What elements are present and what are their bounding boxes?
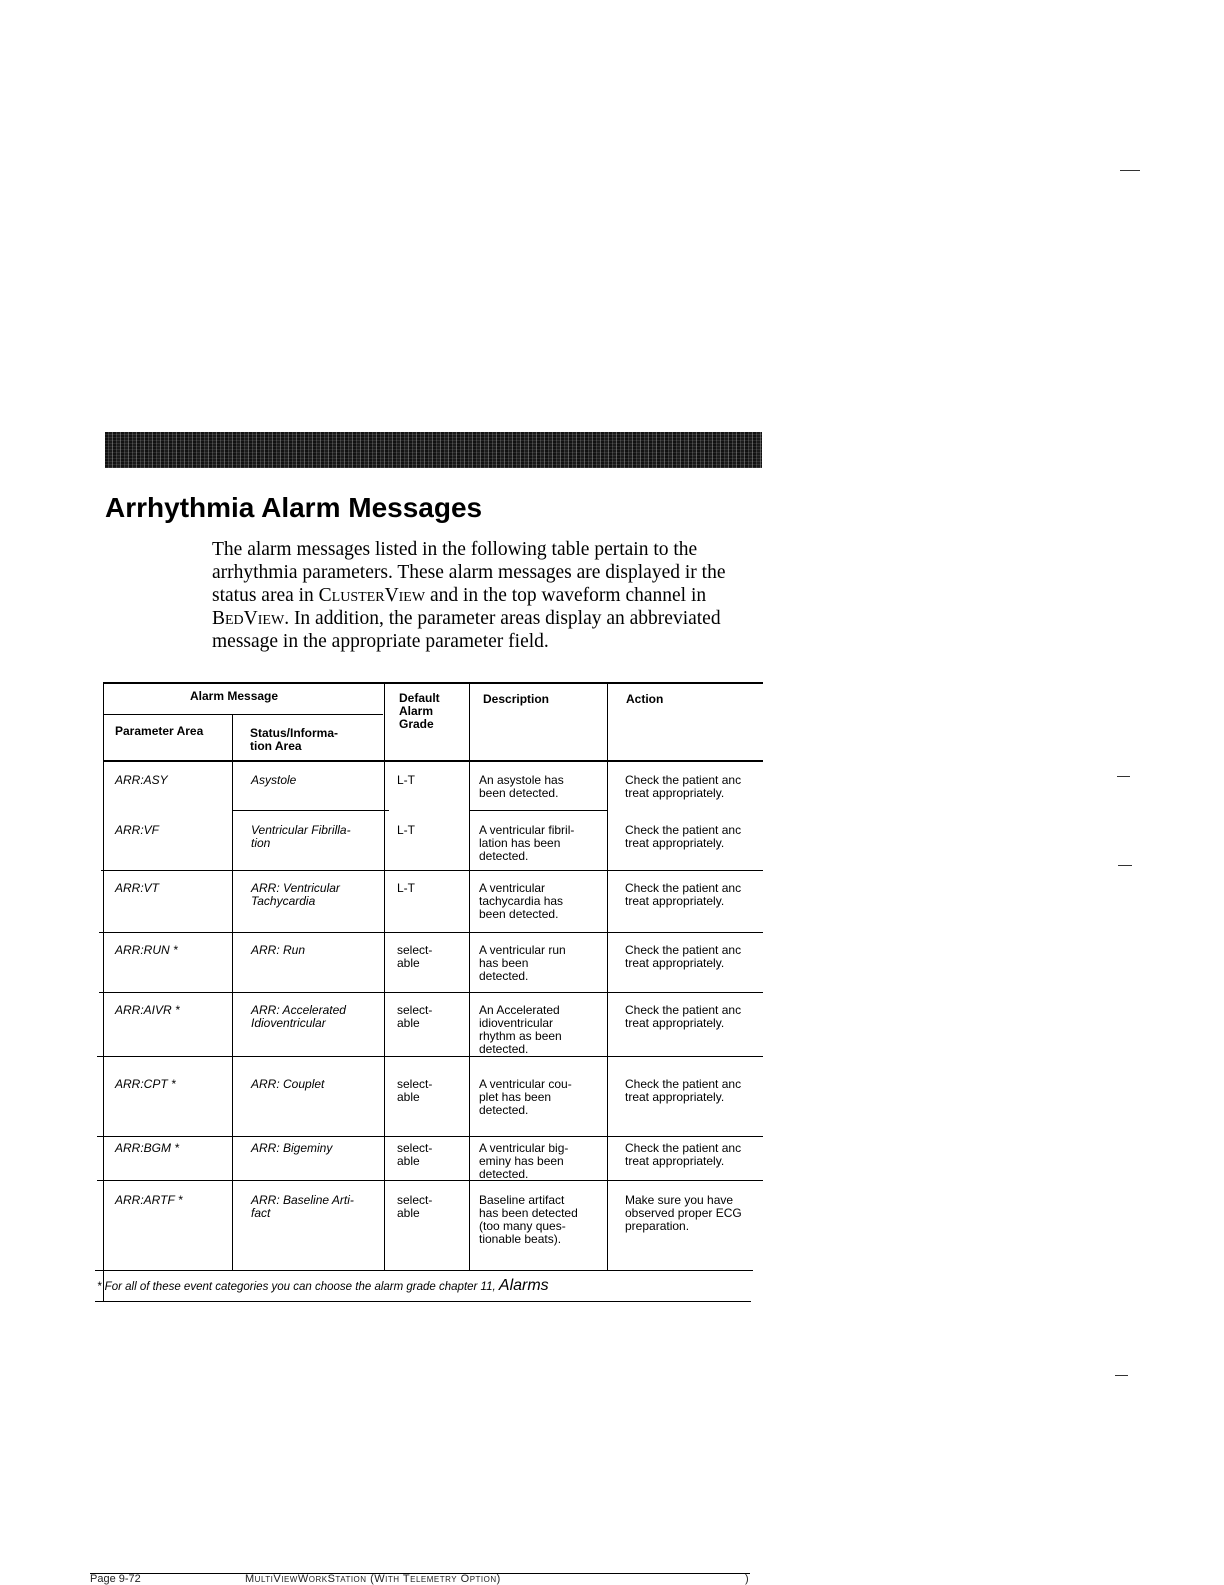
cell-param: ARR:ARTF * [115,1193,183,1207]
cell-status: ARR: Run [251,943,306,957]
header-status-area: Status/Informa- tion Area [250,726,339,753]
cell-param: ARR:ASY [115,773,168,787]
cell-desc: A ventricular cou- plet has been detected. [479,1077,572,1117]
header-description: Description [483,692,550,706]
footnote-ref: Alarms [498,1277,549,1294]
cell-grade: select- able [397,1193,433,1220]
cell-status: ARR: Baseline Arti- fact [251,1193,354,1220]
cell-desc: An asystole has been detected. [479,773,564,800]
footnote-text: * For all of these event categories you can choose the alarm grade chapter 11, [97,1281,499,1293]
cell-action: Check the patient anc treat appropriately. [625,773,742,800]
alarm-table [95,682,763,1302]
footer-right-mark: ) [745,1573,749,1585]
cell-status: Asystole [251,773,297,787]
cell-action: Check the patient anc treat appropriately. [625,943,742,970]
cell-grade: L-T [397,823,415,837]
header-alarm-message: Alarm Message [190,689,279,703]
cell-status: ARR: Ventricular Tachycardia [251,881,340,908]
cell-param: ARR:CPT * [115,1077,176,1091]
header-parameter-area: Parameter Area [115,724,204,738]
cell-grade: select- able [397,1077,433,1104]
margin-mark [1115,1375,1128,1376]
cell-desc: A ventricular fibril- lation has been detected. [479,823,575,863]
cell-desc: A ventricular big- eminy has been detected. [479,1141,569,1181]
page-title: Arrhythmia Alarm Messages [105,492,483,523]
cell-action: Make sure you have observed proper ECG preparation. [625,1193,742,1233]
table-footnote [97,1277,549,1295]
cell-status: ARR: Couplet [251,1077,325,1091]
cell-param: ARR:RUN * [115,943,178,957]
cell-param: ARR:BGM * [115,1141,180,1155]
intro-clusterview: ClusterView [318,585,426,606]
cell-desc: An Accelerated idioventricular rhythm as been detected. [479,1003,562,1056]
intro-bedview: BedView [212,608,285,629]
cell-desc: A ventricular tachycardia has been detected. [479,881,564,921]
cell-grade: select- able [397,1141,433,1168]
margin-mark [1118,865,1132,866]
cell-grade: L-T [397,881,415,895]
cell-desc: Baseline artifact has been detected (too many ques- tionable beats). [479,1193,578,1246]
cell-status: Ventricular Fibrilla- tion [251,823,351,850]
cell-action: Check the patient anc treat appropriately. [625,1141,742,1168]
intro-part1: The alarm messages listed in the following table pertain to the arrhythmia parameters. These alarm messages are displayed ir the status area in [212,539,726,606]
footer-book-title: MultiViewWorkStation (With Telemetry Option) [245,1573,501,1585]
cell-status: ARR: Accelerated Idioventricular [251,1003,346,1030]
cell-param: ARR:VT [115,881,160,895]
intro-part3: . In addition, the parameter areas display an abbreviated message in the appropriate parameter field. [212,608,721,652]
cell-action: Check the patient anc treat appropriately. [625,1077,742,1104]
cell-status: ARR: Bigeminy [251,1141,333,1155]
cell-action: Check the patient anc treat appropriately. [625,823,742,850]
cell-grade: select- able [397,943,433,970]
margin-mark [1120,170,1140,171]
cell-grade: select- able [397,1003,433,1030]
cell-desc: A ventricular run has been detected. [479,943,566,983]
cell-param: ARR:VF [115,823,160,837]
intro-paragraph [212,538,772,653]
intro-part2: and in the top waveform channel in [425,585,707,606]
cell-grade: L-T [397,773,415,787]
cell-action: Check the patient anc treat appropriately. [625,881,742,908]
header-action: Action [626,692,664,706]
header-default-grade: Default Alarm Grade [399,691,440,731]
cell-param: ARR:AIVR * [115,1003,180,1017]
section-banner [105,432,762,468]
footer-page-number: Page 9-72 [90,1573,141,1585]
margin-mark [1117,776,1130,777]
cell-action: Check the patient anc treat appropriately. [625,1003,742,1030]
